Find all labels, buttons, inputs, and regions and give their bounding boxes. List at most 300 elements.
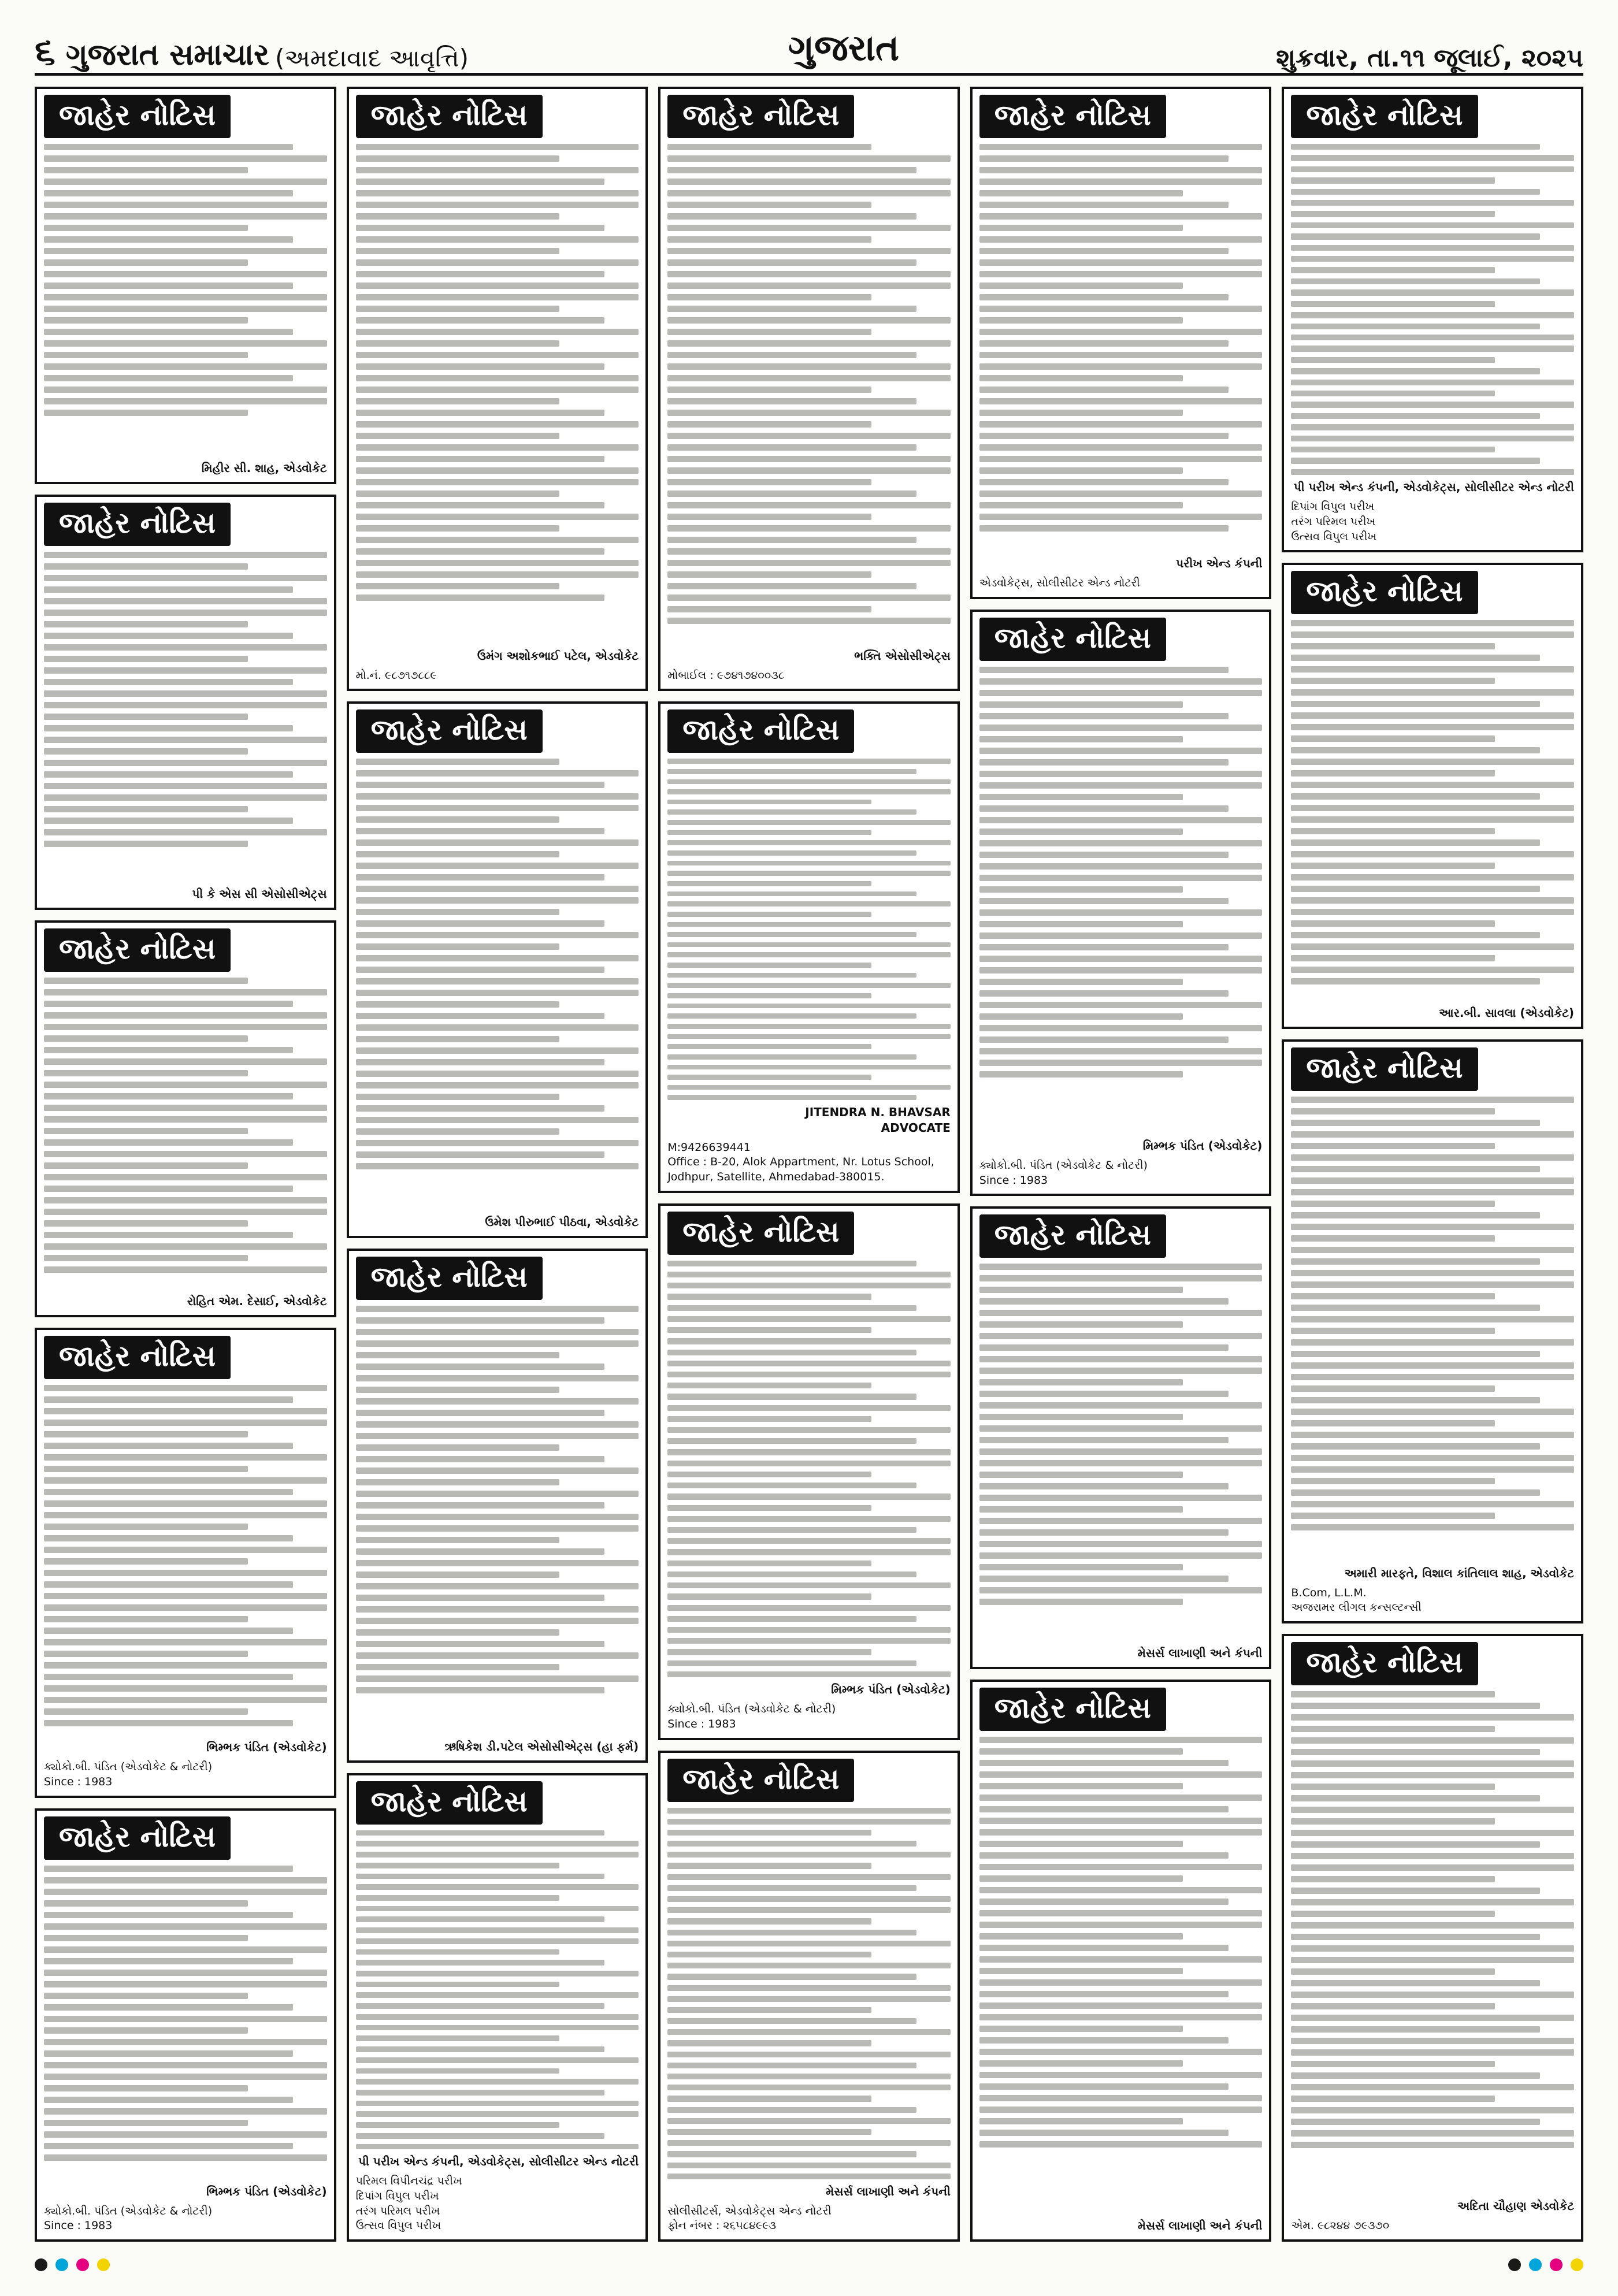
text-line (667, 861, 951, 866)
text-line (667, 2040, 871, 2046)
text-line (667, 1985, 951, 1991)
text-line (356, 190, 639, 196)
text-line (356, 1082, 639, 1088)
text-line (1291, 1703, 1540, 1709)
public-notice (1282, 87, 1583, 552)
page-column (347, 87, 648, 2242)
text-line (667, 2007, 871, 2013)
text-line (979, 1737, 1263, 1743)
text-line (44, 1408, 327, 1414)
text-line (44, 271, 327, 277)
text-line (979, 840, 1263, 846)
text-line (667, 294, 871, 300)
text-line (1291, 770, 1495, 777)
text-line (667, 1918, 871, 1924)
notice-title: જાહેર નોટિસ (44, 1336, 231, 1379)
notice-title: જાહેર નોટિસ (1291, 1047, 1478, 1091)
public-notice (970, 610, 1272, 1197)
text-line (1291, 301, 1495, 307)
text-line (1291, 278, 1540, 284)
text-line (979, 363, 1263, 370)
text-line (1291, 1385, 1495, 1392)
text-line (1291, 1513, 1495, 1519)
text-line (667, 340, 951, 347)
text-line (667, 1907, 951, 1913)
text-line (979, 387, 1229, 393)
text-line (356, 271, 605, 277)
text-line (356, 1456, 605, 1462)
text-line (667, 2029, 951, 2035)
text-line (979, 1391, 1229, 1397)
text-line (979, 1379, 1183, 1385)
notice-signature: ઋષિકેશ ડી.પટેલ એસોસીએટ્સ (હા ફર્મ) (444, 1739, 639, 1753)
text-line (44, 1524, 248, 1530)
text-line (1291, 909, 1574, 915)
text-line (356, 2057, 639, 2063)
text-line (1291, 978, 1540, 984)
text-line (356, 363, 605, 370)
text-line (1291, 1351, 1540, 1357)
notice-signature: ભક્તિ એસોસીએટ્સ (854, 648, 951, 663)
registration-marks (35, 2253, 1583, 2276)
text-line (44, 213, 327, 220)
text-line (667, 789, 951, 794)
text-line (44, 1708, 248, 1715)
text-line (667, 1505, 871, 1511)
text-line (979, 1922, 1263, 1928)
text-line (356, 874, 605, 880)
text-line (1291, 967, 1574, 973)
text-line (1291, 2061, 1495, 2067)
text-line (356, 444, 639, 451)
text-line (356, 1687, 605, 1693)
text-line (667, 1808, 951, 1814)
notice-body-text (979, 144, 1263, 551)
text-line (1291, 380, 1574, 385)
text-line (44, 794, 327, 801)
text-line (979, 1760, 1229, 1766)
text-line (356, 897, 639, 904)
text-line (356, 259, 639, 266)
text-line (44, 1628, 293, 1634)
text-line (1291, 932, 1540, 938)
text-line (44, 2027, 248, 2034)
text-line (979, 852, 1229, 858)
text-line (979, 898, 1229, 904)
text-line (356, 236, 639, 243)
text-line (356, 1938, 639, 1944)
notice-title: જાહેર નોટિસ (44, 503, 231, 546)
text-line (44, 667, 327, 674)
text-line (356, 225, 605, 231)
notice-body-text (667, 144, 951, 644)
text-line (356, 1548, 605, 1555)
text-line (979, 690, 1263, 696)
text-line (667, 190, 951, 196)
text-line (44, 1500, 327, 1507)
text-line (356, 1852, 639, 1857)
text-line (356, 179, 605, 185)
text-line (1291, 1760, 1574, 1767)
text-line (979, 2003, 1263, 2009)
text-line (44, 1186, 293, 1192)
text-line (44, 1431, 248, 1437)
text-line (979, 990, 1229, 997)
text-line (979, 2130, 1229, 2136)
text-line (356, 1583, 639, 1589)
text-line (356, 1467, 639, 1474)
text-line (979, 1933, 1183, 1940)
text-line (44, 2120, 248, 2126)
notice-title: જાહેર નોટિસ (1291, 95, 1478, 138)
public-notice (1282, 1634, 1583, 2242)
text-line (667, 1930, 916, 1935)
text-line (979, 1506, 1183, 1513)
text-line (1291, 1097, 1574, 1103)
notice-body-text (44, 1866, 327, 2179)
text-line (356, 2035, 560, 2041)
public-notice (347, 1249, 648, 1763)
text-line (1291, 1443, 1540, 1450)
notice-contact: M:9426639441 Office : B-20, Alok Appartment, Nr. Lotus School, Jodhpur, Satellite, Ahmedabad-380015. (667, 1140, 934, 1184)
text-line (1291, 1154, 1574, 1161)
text-line (356, 1013, 605, 1019)
text-line (979, 1576, 1229, 1582)
text-line (1291, 1934, 1540, 1940)
text-line (1291, 2130, 1574, 2137)
text-line (667, 901, 951, 906)
text-line (667, 800, 871, 805)
text-line (667, 1841, 916, 1847)
public-notice (347, 87, 648, 691)
text-line (356, 1916, 605, 1922)
text-line (979, 794, 1183, 800)
text-line (356, 387, 639, 393)
text-line (1291, 1224, 1574, 1230)
text-line (667, 1305, 916, 1311)
text-line (1291, 828, 1495, 834)
text-line (979, 701, 1183, 708)
text-line (979, 2095, 1263, 2101)
text-line (356, 1971, 639, 1977)
text-line (1291, 1432, 1574, 1438)
text-line (667, 213, 916, 220)
notice-title: જાહેર નોટિસ (356, 1257, 543, 1300)
text-line (356, 329, 639, 335)
text-line (44, 1070, 248, 1076)
text-line (356, 1927, 639, 1933)
text-line (356, 1375, 639, 1381)
text-line (979, 967, 1263, 974)
text-line (1291, 701, 1540, 707)
text-line (1291, 1968, 1495, 1975)
notice-signature: JITENDRA N. BHAVSAR ADVOCATE (805, 1105, 951, 1135)
text-line (667, 317, 951, 324)
text-line (44, 317, 248, 324)
text-line (667, 2107, 916, 2113)
notice-title: જાહેર નોટિસ (356, 1781, 543, 1825)
text-line (44, 1220, 248, 1227)
text-line (356, 1992, 639, 1998)
text-line (979, 1956, 1263, 1963)
text-line (44, 586, 293, 593)
text-line (1291, 1420, 1495, 1426)
text-line (1291, 1258, 1540, 1265)
public-notice (970, 87, 1272, 599)
public-notice (658, 1751, 960, 2242)
notice-body-text (1291, 1691, 1574, 2194)
text-line (979, 1344, 1229, 1351)
notice-contact: ક્યોકો.બી. પંડિત (એડવોકેટ & નોટરી) Since : 1983 (979, 1159, 1148, 1187)
text-line (356, 1982, 560, 1987)
notice-body-text (356, 144, 639, 644)
text-line (1291, 689, 1574, 696)
notice-title: જાહેર નોટિસ (1291, 571, 1478, 614)
text-line (979, 248, 1229, 254)
notice-title: જાહેર નોટિસ (667, 709, 854, 753)
text-line (1291, 312, 1574, 318)
page-column (970, 87, 1272, 2242)
text-line (44, 1385, 327, 1391)
text-line (1291, 955, 1495, 961)
text-line (356, 978, 639, 984)
text-line (979, 1448, 1263, 1455)
text-line (667, 352, 916, 358)
notice-contact: B.Com, L.L.M. અજરામર લીગલ કન્સલ્ટન્સી (1291, 1586, 1422, 1614)
notice-contact: સોલીસીટર્સ, એડવોકેટ્સ એન્ડ નોટરી ફોન નંબર : ૨૬૫૮૪૯૯૩ (667, 2204, 832, 2232)
text-line (979, 1048, 1263, 1054)
text-line (356, 1571, 560, 1578)
text-line (667, 1941, 951, 1946)
notice-body-text (1291, 1097, 1574, 1561)
notice-signature: પી કે એસ સી એસોસીએટ્સ (192, 886, 327, 901)
text-line (356, 433, 560, 439)
text-line (356, 1863, 560, 1868)
text-line (979, 1887, 1263, 1893)
text-line (1291, 631, 1574, 638)
text-line (667, 444, 916, 451)
notice-title: જાહેર નોટિસ (979, 618, 1166, 661)
text-line (1291, 245, 1574, 251)
text-line (44, 1535, 293, 1541)
text-line (356, 943, 560, 950)
page-column (658, 87, 960, 2242)
text-line (667, 1044, 871, 1049)
text-line (44, 656, 248, 662)
text-line (979, 1495, 1263, 1501)
text-line (979, 817, 1263, 823)
text-line (1291, 666, 1574, 673)
text-line (1291, 1108, 1495, 1114)
text-line (356, 537, 639, 543)
text-line (979, 190, 1183, 196)
public-notice (35, 1328, 336, 1797)
notice-signature: મિહીર સી. શાહ, એડવોકેટ (201, 460, 327, 475)
text-line (1291, 177, 1495, 183)
text-line (667, 1852, 951, 1857)
text-line (667, 2074, 951, 2079)
text-line (1291, 391, 1495, 396)
text-line (356, 514, 639, 520)
text-line (1291, 1795, 1540, 1801)
text-line (667, 410, 951, 416)
text-line (1291, 897, 1574, 904)
text-line (1291, 759, 1574, 765)
text-line (356, 1884, 639, 1890)
text-line (356, 920, 605, 927)
text-line (667, 236, 871, 243)
text-line (356, 759, 560, 765)
text-line (979, 667, 1229, 673)
text-line (979, 932, 1263, 939)
notice-signature: ઉમંગ અશોકભાઈ પટેલ, એડવોકેટ (477, 648, 639, 663)
text-line (44, 1396, 293, 1403)
text-line (979, 1013, 1183, 1020)
notice-title: જાહેર નોટિસ (44, 1816, 231, 1860)
text-line (44, 1993, 248, 1999)
text-line (979, 713, 1229, 719)
text-line (979, 2026, 1183, 2032)
text-line (44, 1866, 293, 1872)
text-line (44, 2154, 327, 2161)
text-line (1291, 1478, 1495, 1484)
text-line (1291, 1305, 1540, 1311)
text-line (667, 1963, 951, 1968)
text-line (1291, 447, 1495, 452)
text-line (44, 737, 327, 743)
text-line (979, 1841, 1183, 1847)
text-line (1291, 1397, 1540, 1403)
text-line (44, 679, 293, 685)
text-line (979, 1002, 1263, 1008)
text-line (1291, 886, 1540, 892)
text-line (356, 1960, 605, 1966)
text-line (1291, 2015, 1574, 2021)
text-line (1291, 368, 1540, 374)
text-line (1291, 424, 1574, 430)
text-line (356, 571, 639, 578)
text-line (667, 2018, 916, 2024)
text-line (667, 329, 871, 335)
text-line (667, 1361, 951, 1366)
public-notice (35, 920, 336, 1318)
text-line (667, 2129, 871, 2135)
text-line (1291, 1992, 1574, 1998)
text-line (44, 1889, 327, 1895)
text-line (667, 1819, 951, 1825)
text-line (356, 340, 560, 347)
text-line (1291, 1888, 1540, 1894)
text-line (667, 433, 951, 439)
text-line (356, 213, 560, 220)
text-line (979, 294, 1229, 300)
text-line (356, 2122, 560, 2128)
text-line (979, 491, 1263, 497)
text-line (1291, 1409, 1574, 1415)
text-line (667, 1638, 951, 1644)
text-line (1291, 1841, 1540, 1848)
text-line (356, 1830, 605, 1836)
text-line (356, 1560, 639, 1566)
text-line (1291, 357, 1495, 363)
text-line (44, 1058, 327, 1065)
text-line (1291, 1131, 1574, 1138)
text-line (1291, 1737, 1574, 1744)
text-line (44, 1981, 327, 1987)
text-line (44, 829, 327, 835)
text-line (667, 248, 951, 254)
notice-title: જાહેર નોટિસ (667, 1759, 854, 1802)
text-line (356, 1317, 605, 1324)
text-line (1291, 144, 1540, 150)
text-line (1291, 851, 1574, 857)
notice-title: જાહેર નોટિસ (44, 928, 231, 972)
text-line (44, 1116, 327, 1123)
notice-title: જાહેર નોટિસ (356, 95, 543, 138)
text-line (667, 1649, 871, 1655)
text-line (356, 375, 639, 381)
text-line (356, 851, 560, 857)
text-line (44, 2062, 327, 2068)
text-line (44, 190, 293, 196)
text-line (356, 1664, 560, 1670)
text-line (667, 1830, 871, 1836)
text-line (1291, 289, 1574, 295)
text-line (667, 583, 916, 589)
text-line (979, 782, 1263, 789)
text-line (979, 317, 1183, 324)
text-line (667, 306, 916, 312)
text-line (1291, 1980, 1540, 1986)
text-line (44, 1012, 327, 1019)
text-line (1291, 2142, 1574, 2148)
text-line (667, 2140, 951, 2146)
text-line (667, 769, 916, 774)
text-line (667, 1449, 951, 1455)
text-line (979, 2037, 1229, 2044)
text-line (44, 1266, 327, 1273)
text-line (1291, 920, 1495, 927)
text-line (1291, 1772, 1574, 1778)
text-line (356, 2046, 605, 2052)
text-line (979, 410, 1183, 416)
notice-body-text (667, 1808, 951, 2179)
text-line (979, 1875, 1183, 1882)
text-line (979, 421, 1263, 428)
text-line (356, 1433, 639, 1439)
text-line (1291, 1374, 1574, 1380)
notice-signature: રોહિત એમ. દેસાઈ, એડવોકેટ (187, 1294, 327, 1309)
text-line (356, 1525, 639, 1532)
text-line (1291, 233, 1540, 239)
text-line (44, 714, 248, 720)
text-line (667, 932, 916, 937)
text-line (356, 306, 560, 312)
text-line (44, 248, 327, 254)
text-line (979, 456, 1263, 462)
text-line (1291, 1120, 1540, 1126)
text-line (44, 2143, 293, 2149)
public-notice (658, 87, 960, 691)
text-line (979, 1945, 1229, 1951)
text-line (356, 1047, 639, 1054)
text-line (1291, 1749, 1540, 1755)
text-line (667, 1896, 951, 1902)
text-line (44, 1197, 327, 1203)
notice-signature: મેસર્સ લાખાણી અને કંપની (1137, 1646, 1263, 1660)
notice-title: જાહેર નોટિસ (667, 1212, 854, 1255)
text-line (356, 1675, 639, 1682)
